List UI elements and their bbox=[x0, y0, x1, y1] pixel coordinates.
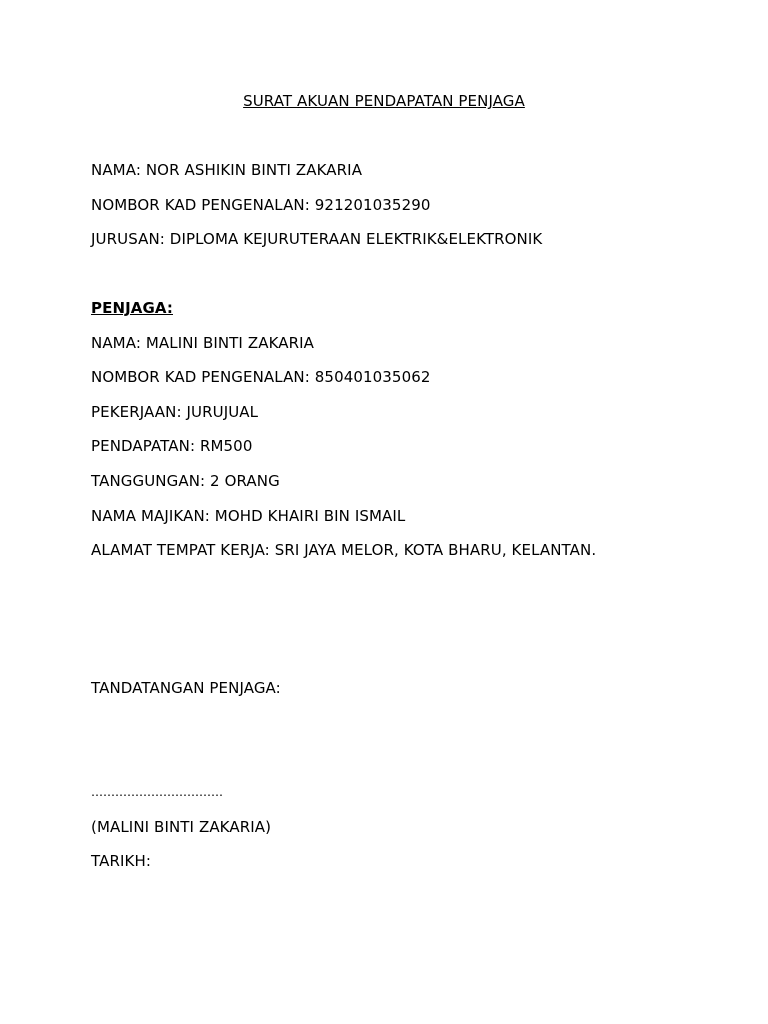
document-title: SURAT AKUAN PENDAPATAN PENJAGA bbox=[243, 92, 525, 110]
student-course: JURUSAN: DIPLOMA KEJURUTERAAN ELEKTRIK&ELEKTRONIK bbox=[91, 230, 543, 248]
guardian-heading: PENJAGA: bbox=[91, 299, 173, 317]
guardian-dependents: TANGGUNGAN: 2 ORANG bbox=[91, 472, 280, 490]
guardian-employer: NAMA MAJIKAN: MOHD KHAIRI BIN ISMAIL bbox=[91, 507, 406, 525]
signature-line: …………………………… bbox=[91, 785, 223, 799]
student-name: NAMA: NOR ASHIKIN BINTI ZAKARIA bbox=[91, 161, 363, 179]
guardian-ic-number: NOMBOR KAD PENGENALAN: 850401035062 bbox=[91, 368, 431, 386]
signature-name: (MALINI BINTI ZAKARIA) bbox=[91, 818, 272, 836]
guardian-income: PENDAPATAN: RM500 bbox=[91, 437, 253, 455]
signature-date: TARIKH: bbox=[91, 852, 151, 870]
signature-label: TANDATANGAN PENJAGA: bbox=[91, 679, 281, 697]
student-ic-number: NOMBOR KAD PENGENALAN: 921201035290 bbox=[91, 196, 431, 214]
guardian-job: PEKERJAAN: JURUJUAL bbox=[91, 403, 259, 421]
guardian-workplace: ALAMAT TEMPAT KERJA: SRI JAYA MELOR, KOTA BHARU, KELANTAN. bbox=[91, 541, 597, 559]
guardian-name: NAMA: MALINI BINTI ZAKARIA bbox=[91, 334, 315, 352]
